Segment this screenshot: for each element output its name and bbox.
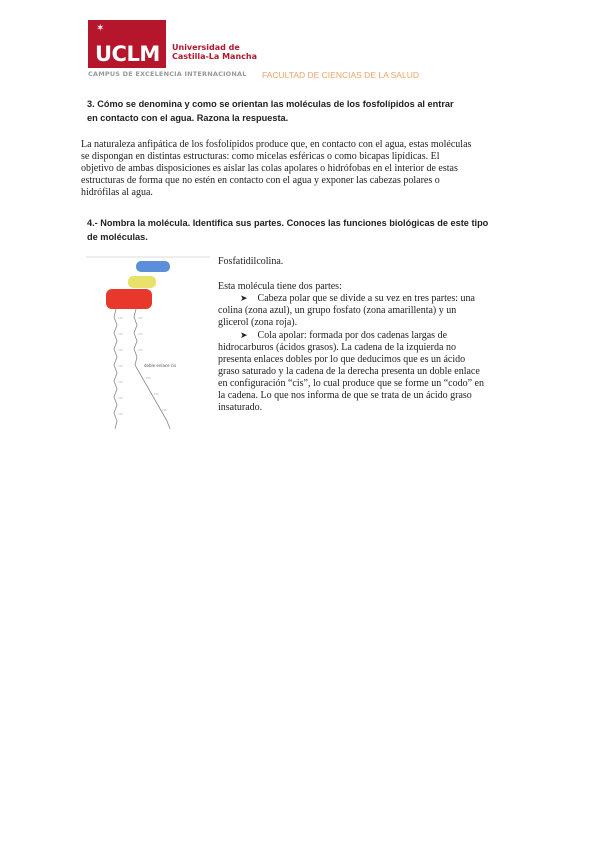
svg-text:CH₂: CH₂ (118, 333, 123, 336)
bullet-1 (218, 293, 475, 329)
star-icon: ✶ (96, 23, 105, 34)
bullet-2-line: presenta enlaces dobles por lo que deducimos que es un ácido (218, 354, 466, 365)
svg-text:CH₂: CH₂ (118, 381, 123, 384)
university-line-1: Universidad de (172, 43, 240, 52)
arrow-right-bullet-icon: ➤ (240, 331, 248, 341)
svg-text:CH₂: CH₂ (118, 397, 123, 400)
phosphate-zone (128, 276, 156, 288)
phosphatidylcholine-diagram (86, 255, 210, 433)
bullet-2 (218, 330, 484, 414)
bullet-2-line: en configuración “cis”, lo cual produce que se forme un “codo” en (218, 378, 484, 389)
answer-4-intro: Esta molécula tiene dos partes: (218, 281, 342, 292)
answer-3-line: La naturaleza anfipática de los fosfolípidos produce que, en contacto con el agua, estas moléculas (81, 139, 472, 150)
question-3 (87, 97, 454, 125)
university-name (172, 43, 257, 61)
svg-text:CH₂: CH₂ (154, 393, 159, 396)
bullet-2-line: Cola apolar: formada por dos cadenas largas de (257, 330, 448, 341)
bullet-1-line: glicerol (zona roja). (218, 317, 298, 328)
bullet-2-line: insaturado. (218, 402, 263, 413)
question-4 (87, 216, 488, 244)
campus-label: CAMPUS DE EXCELENCIA INTERNACIONAL (88, 70, 247, 78)
svg-text:CH₂: CH₂ (118, 365, 123, 368)
question-3-line-2: en contacto con el agua. Razona la respuesta. (87, 113, 289, 123)
double-bond-label: doble enlace cis (144, 363, 177, 368)
question-4-line-2: de moléculas. (87, 232, 148, 242)
university-line-2: Castilla-La Mancha (172, 52, 257, 61)
answer-3 (81, 139, 471, 199)
answer-3-line: estructuras de forma que no estén en contacto con el agua y exponer las cabezas polares o (81, 175, 440, 186)
answer-3-line: hidrófilas al agua. (81, 187, 153, 198)
answer-3-line: se dispongan en distintas estructuras: como micelas esféricas o como bicapas lipídicas. El (81, 151, 440, 162)
choline-zone (136, 261, 170, 272)
svg-text:CH₂: CH₂ (118, 349, 123, 352)
bullet-2-line: la cadena. Lo que nos informa de que se trata de un ácido graso (218, 390, 472, 401)
svg-text:CH₂: CH₂ (162, 409, 167, 412)
question-4-line-1: 4.- Nombra la molécula. Identifica sus partes. Conoces las funciones biológicas de este tipo (87, 218, 489, 228)
molecule-name: Fosfatidilcolina. (218, 256, 284, 267)
svg-text:CH₂: CH₂ (118, 413, 123, 416)
svg-text:CH₂: CH₂ (146, 377, 151, 380)
svg-text:CH₂: CH₂ (138, 349, 143, 352)
fatty-acid-chain-left (114, 309, 117, 429)
logo-text: UCLM (95, 42, 160, 66)
bullet-2-line: hidrocarburos (ácidos grasos). La cadena de la izquierda no (218, 342, 456, 353)
answer-3-line: objetivo de ambas disposiciones es aislar las colas apolares o hidrófobas en el interior de estas (81, 163, 458, 174)
svg-text:CH₂: CH₂ (138, 333, 143, 336)
question-3-line-1: 3. Cómo se denomina y como se orientan las moléculas de los fosfolípidos al entrar (87, 99, 454, 109)
arrow-right-bullet-icon: ➤ (240, 294, 248, 304)
svg-text:CH₂: CH₂ (138, 317, 143, 320)
glycerol-zone (106, 289, 152, 309)
bullet-2-line: graso saturado y la cadena de la derecha presenta un doble enlace (218, 366, 480, 377)
faculty-label: FACULTAD DE CIENCIAS DE LA SALUD (262, 70, 419, 80)
bullet-1-line: colina (zona azul), un grupo fosfato (zona amarillenta) y un (218, 305, 457, 316)
svg-text:CH₂: CH₂ (118, 317, 123, 320)
bullet-1-line: Cabeza polar que se divide a su vez en tres partes: una (257, 293, 475, 304)
